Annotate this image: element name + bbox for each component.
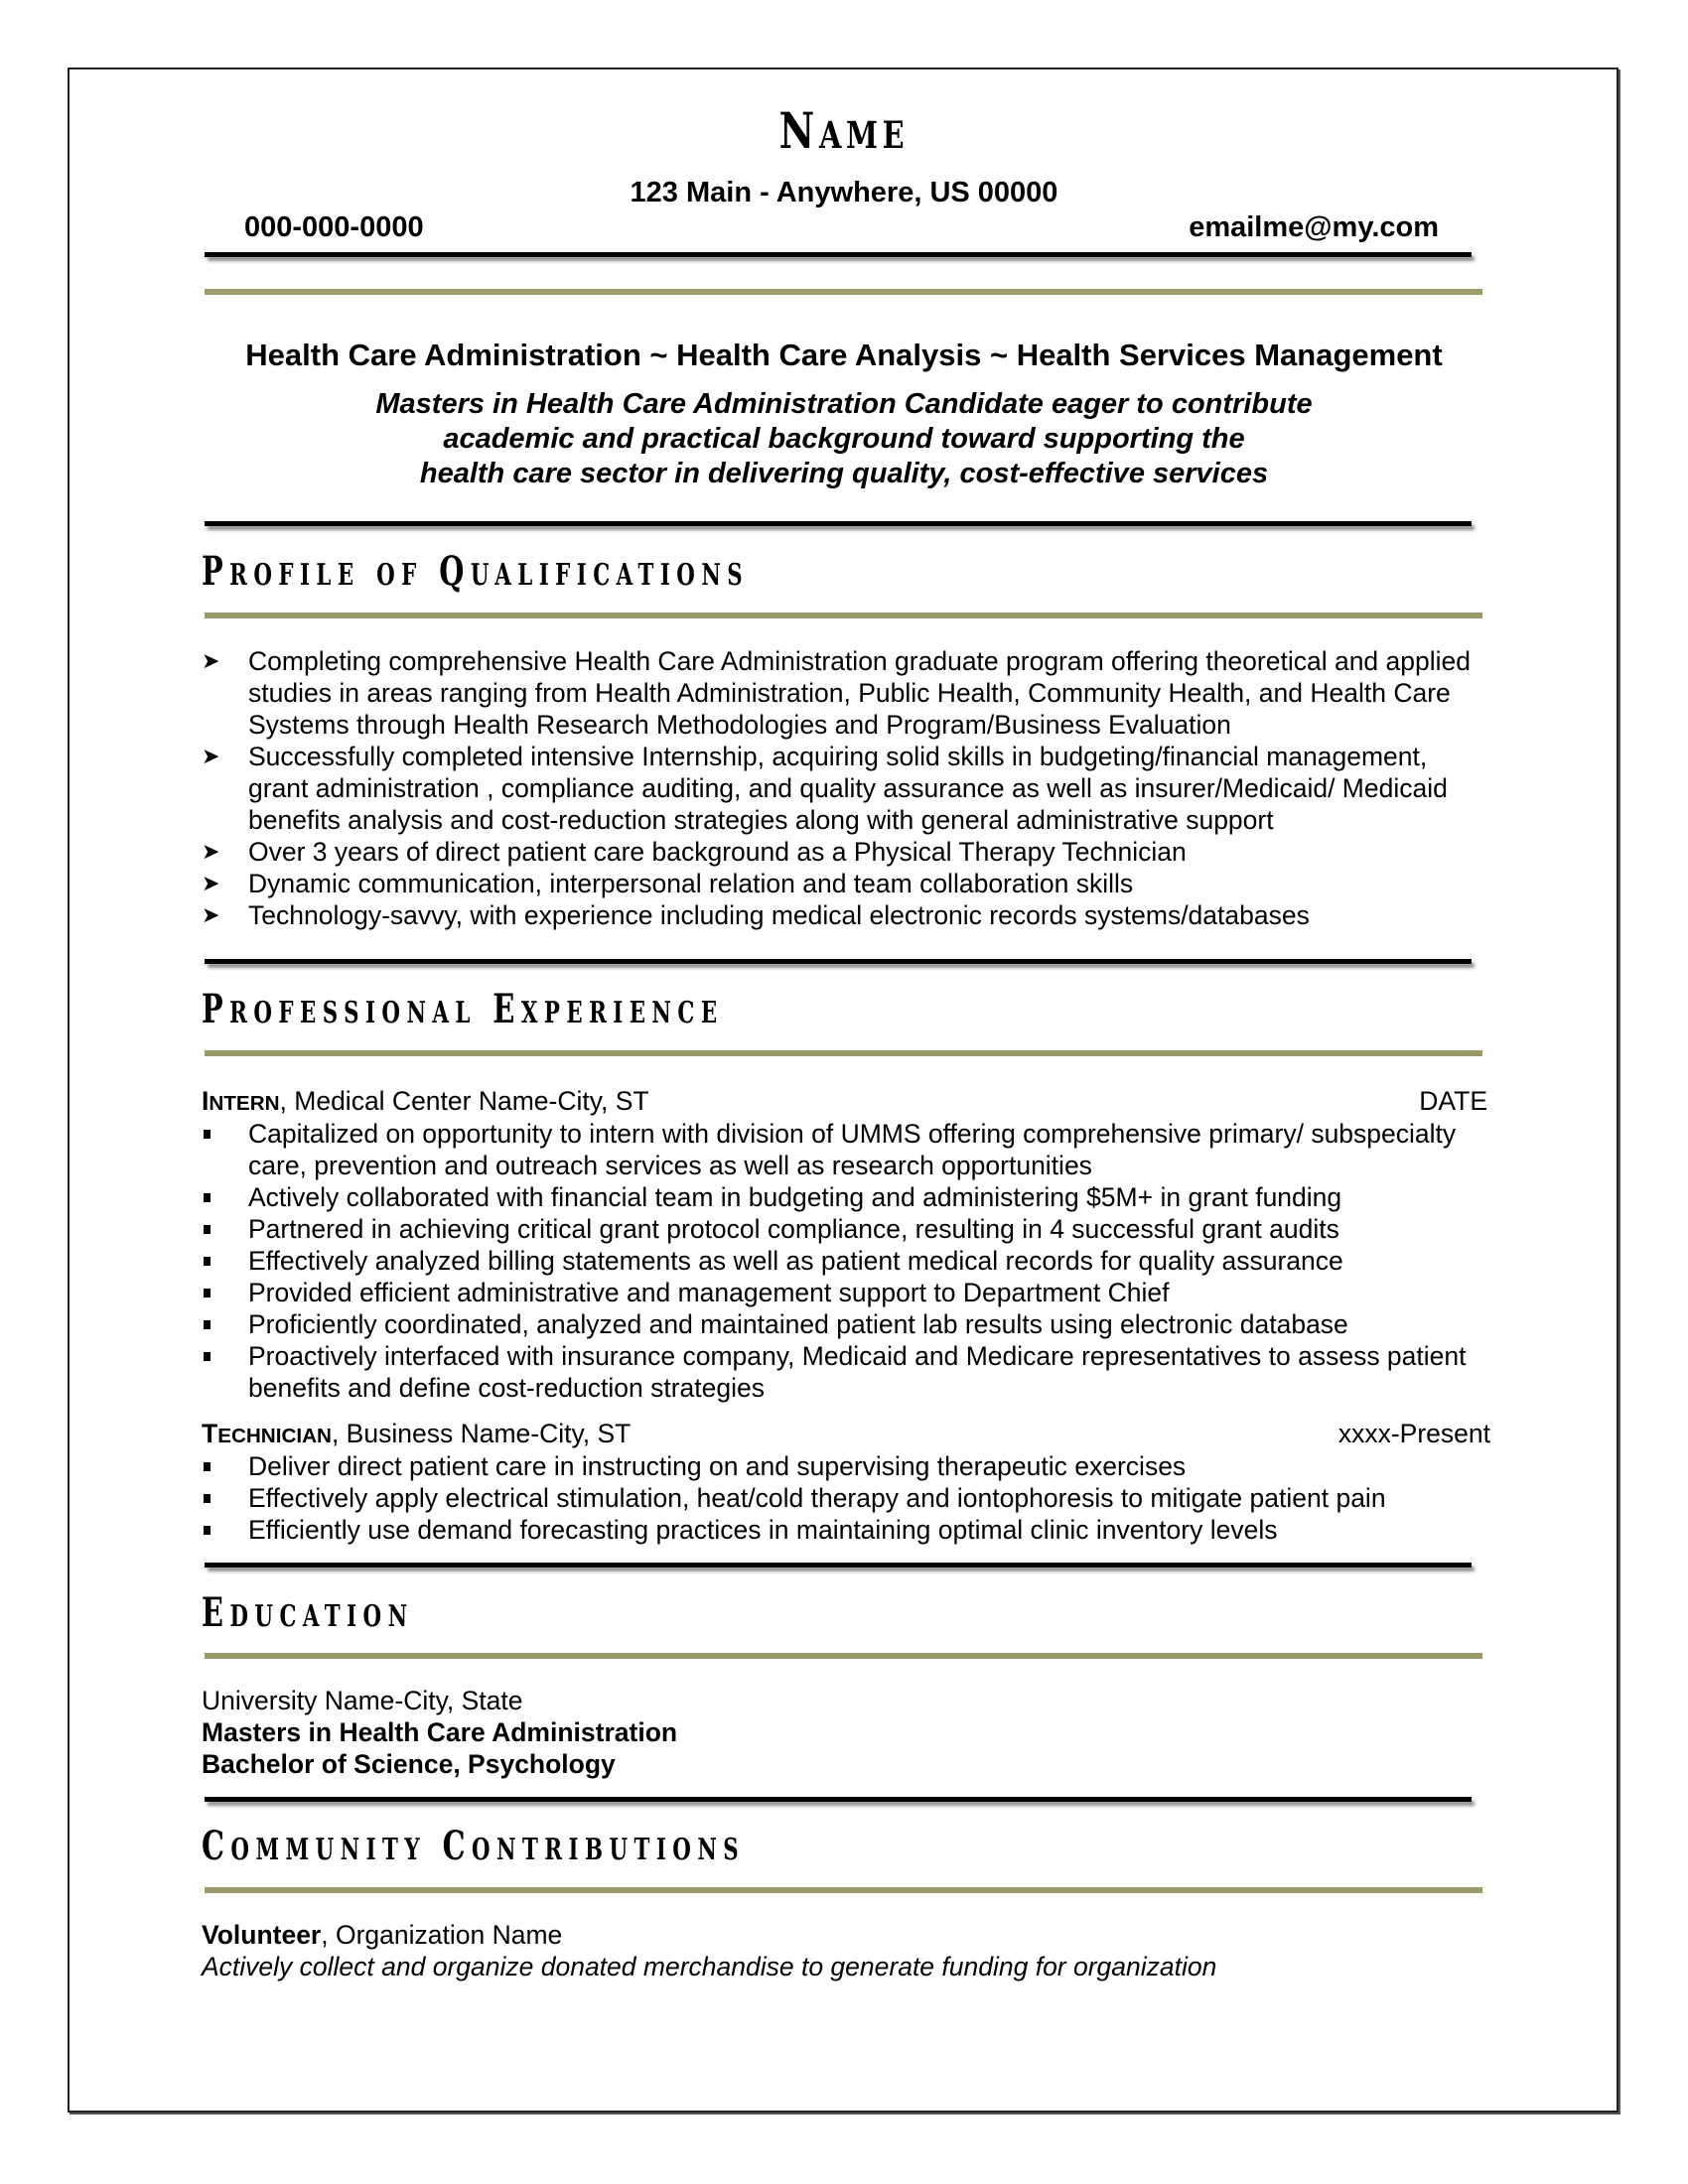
divider-black bbox=[205, 1563, 1472, 1568]
role-rest: NTERN bbox=[209, 1092, 280, 1115]
title-initial: C bbox=[442, 1823, 473, 1869]
divider-olive bbox=[205, 289, 1482, 295]
phone: 000-000-0000 bbox=[244, 211, 424, 243]
bullet-text: Over 3 years of direct patient care background as a Physical Therapy Technician bbox=[248, 837, 1187, 867]
role-initial: I bbox=[202, 1086, 210, 1116]
title-rest: XPERIENCE bbox=[520, 995, 724, 1029]
bullet-text: Proficiently coordinated, analyzed and maintained patient lab results using electronic database bbox=[248, 1309, 1348, 1339]
divider-black bbox=[205, 521, 1472, 526]
technician-bullet-list bbox=[202, 1450, 1492, 1546]
title-initial: E bbox=[202, 1589, 230, 1636]
list-item bbox=[202, 741, 1492, 836]
bullet-text: Successfully completed intensive Internship, acquiring solid skills in budgeting/financial management, grant administration , compliance auditing, and quality assurance as well as insurer/Medicaid/ Medicaid benefits analysis and cost-reduction strategies along with general administrative support bbox=[248, 742, 1448, 835]
degree: Masters in Health Care Administration bbox=[202, 1717, 678, 1747]
employer: , Business Name-City, ST bbox=[331, 1419, 632, 1448]
address: 123 Main - Anywhere, US 00000 bbox=[630, 177, 1058, 208]
bullet-text: Actively collaborated with financial team in budgeting and administering $5M+ in grant funding bbox=[248, 1182, 1342, 1212]
arrow-bullet-icon: ➤ bbox=[202, 744, 220, 768]
divider-olive bbox=[205, 1653, 1482, 1659]
email: emailme@my.com bbox=[1189, 211, 1439, 243]
candidate-name bbox=[186, 101, 1502, 160]
list-item bbox=[202, 868, 1492, 899]
title-rest: UALIFICATIONS bbox=[470, 557, 750, 592]
list-item bbox=[202, 1308, 1492, 1340]
list-item bbox=[202, 1118, 1492, 1181]
job-role bbox=[202, 1086, 280, 1116]
title-rest: OF bbox=[376, 557, 423, 592]
section-title-profile bbox=[202, 548, 749, 595]
bullet-text: Effectively analyzed billing statements as well as patient medical records for quality assurance bbox=[248, 1246, 1343, 1276]
title-rest: ROFESSIONAL bbox=[229, 995, 477, 1029]
community-block bbox=[202, 1919, 1216, 1982]
job-date: DATE bbox=[1419, 1086, 1487, 1116]
bullet-text: Deliver direct patient care in instructing on and supervising therapeutic exercises bbox=[248, 1451, 1187, 1481]
description-text: Actively collect and organize donated merchandise to generate funding for organization bbox=[202, 1952, 1217, 1981]
job-role bbox=[202, 1419, 332, 1448]
list-item bbox=[202, 1450, 1492, 1482]
title-rest: ROFILE bbox=[229, 557, 360, 592]
volunteer-line bbox=[202, 1919, 1216, 1951]
title-initial: P bbox=[202, 986, 230, 1032]
tagline-line: Masters in Health Care Administration Candidate eager to contribute bbox=[375, 388, 1313, 420]
divider-olive bbox=[205, 1050, 1482, 1056]
divider-black bbox=[205, 959, 1472, 964]
arrow-bullet-icon: ➤ bbox=[202, 839, 220, 864]
profile-bullet-list bbox=[202, 645, 1492, 931]
section-title-education bbox=[202, 1589, 414, 1636]
arrow-bullet-icon: ➤ bbox=[202, 902, 220, 927]
tagline-line: academic and practical background toward supporting the bbox=[443, 423, 1245, 455]
title-rest: OMMUNITY bbox=[230, 1832, 427, 1866]
bullet-text: Effectively apply electrical stimulation, heat/cold therapy and iontophoresis to mitigate patient pain bbox=[248, 1483, 1386, 1513]
list-item bbox=[202, 1340, 1492, 1404]
title-initial: Q bbox=[439, 548, 471, 595]
name-initial: N bbox=[778, 101, 819, 160]
employer: , Medical Center Name-City, ST bbox=[279, 1086, 649, 1116]
title-rest: ONTRIBUTIONS bbox=[472, 1832, 746, 1866]
divider-black bbox=[205, 1797, 1472, 1802]
role-rest: ECHNICIAN bbox=[217, 1425, 332, 1447]
volunteer-description bbox=[202, 1951, 1216, 1982]
bullet-text: Technology-savvy, with experience including medical electronic records systems/databases bbox=[248, 900, 1310, 930]
bullet-text: Dynamic communication, interpersonal relation and team collaboration skills bbox=[248, 869, 1134, 898]
divider-olive bbox=[205, 613, 1482, 618]
divider-black bbox=[205, 252, 1472, 257]
job-header-intern bbox=[202, 1086, 1487, 1117]
list-item bbox=[202, 1213, 1492, 1245]
list-item bbox=[202, 899, 1492, 931]
job-title bbox=[202, 1419, 631, 1449]
bullet-text: Capitalized on opportunity to intern with division of UMMS offering comprehensive primary/ subspecialty care, prevention and outreach services as well as research opportunities bbox=[248, 1119, 1457, 1180]
arrow-bullet-icon: ➤ bbox=[202, 871, 220, 895]
tagline bbox=[0, 387, 1688, 491]
bullet-text: Efficiently use demand forecasting practices in maintaining optimal clinic inventory levels bbox=[248, 1515, 1278, 1545]
list-item bbox=[202, 1482, 1492, 1514]
divider-olive bbox=[205, 1887, 1482, 1893]
headline: Health Care Administration ~ Health Care Analysis ~ Health Services Management bbox=[245, 338, 1443, 372]
job-header-technician bbox=[202, 1419, 1490, 1449]
name-rest: AME bbox=[818, 113, 910, 157]
list-item bbox=[202, 1181, 1492, 1213]
title-rest: DUCATION bbox=[229, 1598, 414, 1633]
list-item bbox=[202, 1277, 1492, 1308]
list-item bbox=[202, 645, 1492, 741]
role-initial: T bbox=[202, 1419, 218, 1448]
section-title-experience bbox=[202, 986, 724, 1032]
job-date: xxxx-Present bbox=[1337, 1419, 1490, 1448]
title-initial: P bbox=[202, 548, 230, 595]
arrow-bullet-icon: ➤ bbox=[202, 648, 220, 673]
tagline-line: health care sector in delivering quality, cost-effective services bbox=[419, 458, 1269, 489]
bullet-text: Completing comprehensive Health Care Administration graduate program offering theoretical and applied studies in areas ranging from Health Administration, Public Health, Community Health, and Health Care Systems through Health Research Methodologies and Program/Business Evaluation bbox=[248, 646, 1471, 740]
degree: Bachelor of Science, Psychology bbox=[202, 1749, 616, 1779]
title-initial: C bbox=[202, 1823, 231, 1869]
list-item bbox=[202, 1245, 1492, 1277]
bullet-text: Partnered in achieving critical grant protocol compliance, resulting in 4 successful grant audits bbox=[248, 1214, 1339, 1244]
list-item bbox=[202, 1514, 1492, 1546]
list-item bbox=[202, 836, 1492, 868]
volunteer-role: Volunteer bbox=[202, 1920, 322, 1950]
intern-bullet-list bbox=[202, 1118, 1492, 1404]
education-block bbox=[202, 1685, 677, 1780]
organization-name: , Organization Name bbox=[321, 1920, 563, 1950]
school: University Name-City, State bbox=[202, 1686, 523, 1715]
job-title bbox=[202, 1086, 649, 1117]
section-title-community bbox=[202, 1823, 745, 1869]
bullet-text: Proactively interfaced with insurance company, Medicaid and Medicare representatives to assess patient benefits and define cost-reduction strategies bbox=[248, 1341, 1467, 1403]
title-initial: E bbox=[492, 986, 521, 1032]
bullet-text: Provided efficient administrative and management support to Department Chief bbox=[248, 1278, 1170, 1307]
